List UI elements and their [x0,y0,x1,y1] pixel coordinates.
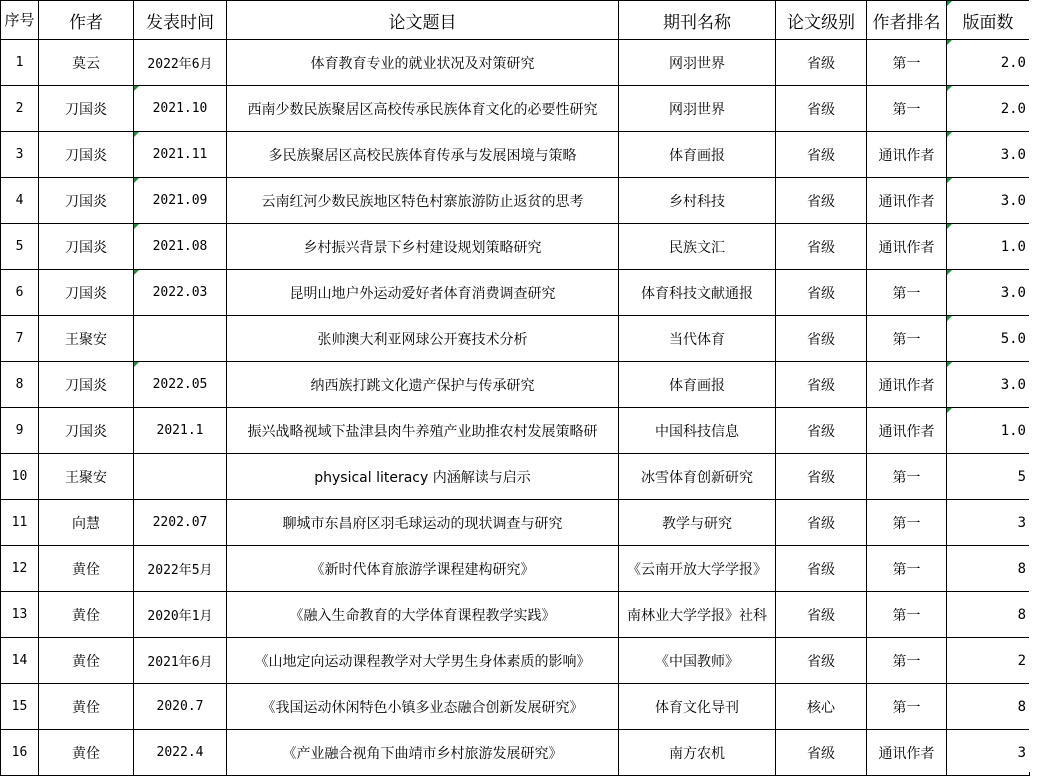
cell-seq[interactable]: 3 [1,132,39,178]
cell-seq[interactable]: 12 [1,546,39,592]
cell-title[interactable]: 纳西族打跳文化遗产保护与传承研究 [227,362,619,408]
cell-author[interactable]: 刀国炎 [39,86,134,132]
cell-level[interactable]: 省级 [776,132,867,178]
cell-title[interactable]: 《山地定向运动课程教学对大学男生身体素质的影响》 [227,638,619,684]
cell-level[interactable]: 省级 [776,316,867,362]
cell-rank[interactable]: 第一 [867,316,947,362]
cell-seq[interactable]: 10 [1,454,39,500]
cell-author[interactable]: 莫云 [39,40,134,86]
cell-title[interactable]: 体育教育专业的就业状况及对策研究 [227,40,619,86]
cell-author[interactable]: 黄佺 [39,730,134,776]
cell-seq[interactable]: 4 [1,178,39,224]
cell-seq[interactable]: 2 [1,86,39,132]
cell-seq[interactable]: 9 [1,408,39,454]
cell-date[interactable]: 2022年5月 [134,546,227,592]
cell-title[interactable]: physical literacy 内涵解读与启示 [227,454,619,500]
cell-journal[interactable]: 《云南开放大学学报》 [619,546,776,592]
cell-date[interactable]: 2021.08 [134,224,227,270]
cell-pages[interactable]: 2.0 [947,40,1030,86]
cell-author[interactable]: 刀国炎 [39,408,134,454]
cell-title[interactable]: 振兴战略视域下盐津县肉牛养殖产业助推农村发展策略研 [227,408,619,454]
header-title[interactable]: 论文题目 [227,1,619,40]
cell-rank[interactable]: 通讯作者 [867,408,947,454]
cell-author[interactable]: 王聚安 [39,454,134,500]
cell-journal[interactable]: 体育科技文献通报 [619,270,776,316]
cell-seq[interactable]: 14 [1,638,39,684]
cell-rank[interactable]: 第一 [867,546,947,592]
cell-journal[interactable]: 民族文汇 [619,224,776,270]
cell-date[interactable]: 2022.05 [134,362,227,408]
table-row [1,316,1030,362]
cell-journal[interactable]: 体育画报 [619,132,776,178]
cell-author[interactable]: 刀国炎 [39,178,134,224]
table-row [1,40,1030,86]
header-date[interactable]: 发表时间 [134,1,227,40]
cell-seq[interactable]: 15 [1,684,39,730]
cell-seq[interactable]: 13 [1,592,39,638]
cell-pages[interactable]: 8 [947,592,1030,638]
cell-rank[interactable]: 通讯作者 [867,362,947,408]
table-body [1,40,1030,776]
cell-pages[interactable]: 3.0 [947,362,1030,408]
cell-author[interactable]: 黄佺 [39,684,134,730]
cell-author[interactable]: 向慧 [39,500,134,546]
cell-title[interactable]: 多民族聚居区高校民族体育传承与发展困境与策略 [227,132,619,178]
cell-seq[interactable]: 1 [1,40,39,86]
cell-rank[interactable]: 第一 [867,638,947,684]
cell-journal[interactable]: 体育画报 [619,362,776,408]
header-pages[interactable]: 版面数 [947,1,1030,40]
cell-level[interactable]: 省级 [776,730,867,776]
cell-author[interactable]: 黄佺 [39,638,134,684]
table-row [1,178,1030,224]
cell-pages[interactable]: 3 [947,730,1030,776]
cell-rank[interactable]: 第一 [867,454,947,500]
cell-level[interactable]: 省级 [776,86,867,132]
cell-journal[interactable]: 南林业大学学报》社科 [619,592,776,638]
cell-date[interactable]: 2022.03 [134,270,227,316]
cell-journal[interactable]: 《中国教师》 [619,638,776,684]
cell-title[interactable]: 西南少数民族聚居区高校传承民族体育文化的必要性研究 [227,86,619,132]
cell-rank[interactable]: 第一 [867,684,947,730]
cell-pages[interactable]: 1.0 [947,408,1030,454]
cell-author[interactable]: 刀国炎 [39,362,134,408]
cell-title[interactable]: 《我国运动休闲特色小镇多业态融合创新发展研究》 [227,684,619,730]
table-row [1,684,1030,730]
cell-journal[interactable]: 网羽世界 [619,40,776,86]
cell-title[interactable]: 昆明山地户外运动爱好者体育消费调查研究 [227,270,619,316]
table-row [1,638,1030,684]
cell-journal[interactable]: 中国科技信息 [619,408,776,454]
cell-seq[interactable]: 8 [1,362,39,408]
cell-level[interactable]: 核心 [776,684,867,730]
header-author[interactable]: 作者 [39,1,134,40]
cell-level[interactable]: 省级 [776,224,867,270]
cell-seq[interactable]: 11 [1,500,39,546]
header-row [1,1,1030,40]
header-seq[interactable]: 序号 [1,1,39,40]
cell-level[interactable]: 省级 [776,546,867,592]
cell-journal[interactable]: 冰雪体育创新研究 [619,454,776,500]
cell-date[interactable] [134,316,227,362]
cell-date[interactable]: 2021.09 [134,178,227,224]
cell-author[interactable]: 刀国炎 [39,132,134,178]
cell-journal[interactable]: 乡村科技 [619,178,776,224]
cell-date[interactable]: 2020.7 [134,684,227,730]
cell-rank[interactable]: 第一 [867,40,947,86]
cell-date[interactable]: 2020年1月 [134,592,227,638]
cell-date[interactable] [134,454,227,500]
header-rank[interactable]: 作者排名 [867,1,947,40]
table-row [1,546,1030,592]
table-row [1,592,1030,638]
cell-pages[interactable]: 8 [947,546,1030,592]
table-row [1,132,1030,178]
table-row [1,224,1030,270]
cell-journal[interactable]: 网羽世界 [619,86,776,132]
sheet-right-edge [1029,0,1040,772]
cell-title[interactable]: 《产业融合视角下曲靖市乡村旅游发展研究》 [227,730,619,776]
cell-author[interactable]: 刀国炎 [39,270,134,316]
cell-seq[interactable]: 6 [1,270,39,316]
cell-rank[interactable]: 第一 [867,270,947,316]
table-row [1,730,1030,776]
cell-journal[interactable]: 南方农机 [619,730,776,776]
cell-seq[interactable]: 5 [1,224,39,270]
table-row [1,362,1030,408]
cell-title[interactable]: 云南红河少数民族地区特色村寨旅游防止返贫的思考 [227,178,619,224]
header-level[interactable]: 论文级别 [776,1,867,40]
cell-date[interactable]: 2021.10 [134,86,227,132]
cell-seq[interactable]: 7 [1,316,39,362]
cell-author[interactable]: 黄佺 [39,546,134,592]
cell-date[interactable]: 2021.1 [134,408,227,454]
cell-author[interactable]: 刀国炎 [39,224,134,270]
cell-pages[interactable]: 1.0 [947,224,1030,270]
cell-title[interactable]: 《融入生命教育的大学体育课程教学实践》 [227,592,619,638]
cell-title[interactable]: 聊城市东昌府区羽毛球运动的现状调查与研究 [227,500,619,546]
cell-journal[interactable]: 教学与研究 [619,500,776,546]
cell-pages[interactable]: 2 [947,638,1030,684]
cell-date[interactable]: 2202.07 [134,500,227,546]
cell-rank[interactable]: 通讯作者 [867,730,947,776]
cell-journal[interactable]: 体育文化导刊 [619,684,776,730]
cell-journal[interactable]: 当代体育 [619,316,776,362]
cell-date[interactable]: 2022.4 [134,730,227,776]
cell-rank[interactable]: 通讯作者 [867,132,947,178]
cell-pages[interactable]: 3.0 [947,178,1030,224]
cell-level[interactable]: 省级 [776,178,867,224]
cell-level[interactable]: 省级 [776,592,867,638]
cell-level[interactable]: 省级 [776,362,867,408]
cell-pages[interactable]: 3.0 [947,132,1030,178]
cell-rank[interactable]: 通讯作者 [867,224,947,270]
cell-date[interactable]: 2021年6月 [134,638,227,684]
cell-level[interactable]: 省级 [776,40,867,86]
table-row [1,500,1030,546]
header-journal[interactable]: 期刊名称 [619,1,776,40]
cell-pages[interactable]: 5.0 [947,316,1030,362]
cell-pages[interactable]: 3.0 [947,270,1030,316]
cell-pages[interactable]: 2.0 [947,86,1030,132]
cell-date[interactable]: 2022年6月 [134,40,227,86]
cell-level[interactable]: 省级 [776,638,867,684]
cell-pages[interactable]: 5 [947,454,1030,500]
cell-date[interactable]: 2021.11 [134,132,227,178]
cell-rank[interactable]: 通讯作者 [867,178,947,224]
cell-level[interactable]: 省级 [776,408,867,454]
cell-author[interactable]: 王聚安 [39,316,134,362]
cell-level[interactable]: 省级 [776,454,867,500]
cell-title[interactable]: 《新时代体育旅游学课程建构研究》 [227,546,619,592]
cell-author[interactable]: 黄佺 [39,592,134,638]
cell-level[interactable]: 省级 [776,270,867,316]
cell-rank[interactable]: 第一 [867,500,947,546]
cell-rank[interactable]: 第一 [867,592,947,638]
table-row [1,270,1030,316]
cell-rank[interactable]: 第一 [867,86,947,132]
table-row [1,454,1030,500]
table-row [1,86,1030,132]
cell-title[interactable]: 张帅澳大利亚网球公开赛技术分析 [227,316,619,362]
cell-level[interactable]: 省级 [776,500,867,546]
cell-pages[interactable]: 3 [947,500,1030,546]
table-row [1,408,1030,454]
cell-seq[interactable]: 16 [1,730,39,776]
cell-pages[interactable]: 8 [947,684,1030,730]
cell-title[interactable]: 乡村振兴背景下乡村建设规划策略研究 [227,224,619,270]
